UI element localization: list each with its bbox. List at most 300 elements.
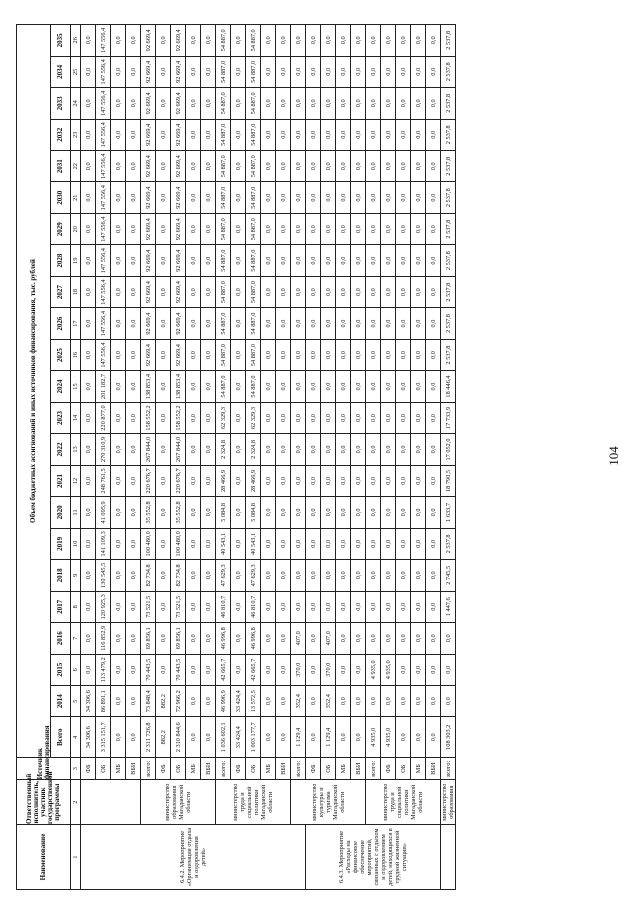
value-cell: 0,0 xyxy=(126,685,141,716)
value-cell: 0,0 xyxy=(201,685,216,716)
value-cell: 1 633,7 xyxy=(441,497,456,528)
value-cell: 0,0 xyxy=(261,119,276,150)
value-cell: 0,0 xyxy=(366,88,381,119)
value-cell: 0,0 xyxy=(111,591,126,622)
column-number: 20 xyxy=(71,213,81,244)
table-row xyxy=(276,25,291,890)
value-cell: 0,0 xyxy=(336,434,351,465)
value-cell: 0,0 xyxy=(381,276,396,307)
header-year: 2027 xyxy=(51,276,71,307)
value-cell: 72 966,2 xyxy=(171,685,186,716)
value-cell: 0,0 xyxy=(351,623,366,654)
value-cell: 120 925,3 xyxy=(96,591,111,622)
value-cell: 0,0 xyxy=(111,497,126,528)
value-cell: 0,0 xyxy=(111,339,126,370)
value-cell: 0,0 xyxy=(111,245,126,276)
value-cell: 0,0 xyxy=(366,434,381,465)
value-cell: 0,0 xyxy=(186,497,201,528)
value-cell: 0,0 xyxy=(201,528,216,559)
value-cell: 0,0 xyxy=(276,56,291,87)
value-cell: 33 424,4 xyxy=(231,717,246,758)
value-cell: 0,0 xyxy=(186,685,201,716)
header-responsible: Ответственный исполнитель, участник государственной программы xyxy=(17,780,71,825)
value-cell: 0,0 xyxy=(291,497,306,528)
value-cell: 0,0 xyxy=(201,151,216,182)
value-cell: 0,0 xyxy=(321,56,336,87)
value-cell: 0,0 xyxy=(126,654,141,685)
value-cell: 116 852,9 xyxy=(96,623,111,654)
header-source: Источник финансирования xyxy=(17,758,71,780)
value-cell: 0,0 xyxy=(231,402,246,433)
value-cell: 0,0 xyxy=(111,151,126,182)
value-cell: 0,0 xyxy=(426,56,441,87)
value-cell: 407,0 xyxy=(291,623,306,654)
value-cell: 0,0 xyxy=(366,685,381,716)
header-year: 2021 xyxy=(51,465,71,496)
value-cell: 0,0 xyxy=(231,119,246,150)
value-cell: 0,0 xyxy=(291,245,306,276)
value-cell: 0,0 xyxy=(81,654,96,685)
table-row xyxy=(321,25,336,890)
value-cell: 0,0 xyxy=(201,56,216,87)
source-cell: ВБИ xyxy=(276,758,291,780)
table-row xyxy=(96,25,111,890)
value-cell: 0,0 xyxy=(441,685,456,716)
header-year: 2015 xyxy=(51,654,71,685)
value-cell: 0,0 xyxy=(81,25,96,57)
value-cell: 0,0 xyxy=(126,371,141,402)
value-cell: 147 556,4 xyxy=(96,25,111,57)
value-cell: 0,0 xyxy=(411,402,426,433)
value-cell: 92 669,4 xyxy=(171,182,186,213)
value-cell: 0,0 xyxy=(81,308,96,339)
value-cell: 0,0 xyxy=(276,213,291,244)
value-cell: 0,0 xyxy=(126,465,141,496)
value-cell: 0,0 xyxy=(336,465,351,496)
value-cell: 0,0 xyxy=(231,528,246,559)
value-cell: 0,0 xyxy=(411,182,426,213)
value-cell: 0,0 xyxy=(111,654,126,685)
value-cell: 0,0 xyxy=(381,402,396,433)
value-cell: 0,0 xyxy=(411,213,426,244)
value-cell: 46 810,7 xyxy=(246,591,261,622)
value-cell: 0,0 xyxy=(81,371,96,402)
value-cell: 54 887,0 xyxy=(246,308,261,339)
column-number: 6 xyxy=(71,654,81,685)
column-number: 3 xyxy=(71,758,81,780)
value-cell: 0,0 xyxy=(291,560,306,591)
value-cell: 0,0 xyxy=(201,276,216,307)
value-cell: 0,0 xyxy=(366,528,381,559)
header-year: 2028 xyxy=(51,245,71,276)
value-cell: 54 887,0 xyxy=(216,339,231,370)
value-cell: 0,0 xyxy=(231,591,246,622)
value-cell: 0,0 xyxy=(381,371,396,402)
value-cell: 0,0 xyxy=(306,56,321,87)
value-cell: 0,0 xyxy=(186,56,201,87)
value-cell: 0,0 xyxy=(201,402,216,433)
value-cell: 0,0 xyxy=(381,308,396,339)
value-cell: 0,0 xyxy=(396,497,411,528)
value-cell: 0,0 xyxy=(426,371,441,402)
value-cell: 0,0 xyxy=(381,339,396,370)
value-cell: 54 887,0 xyxy=(216,56,231,87)
value-cell: 0,0 xyxy=(336,497,351,528)
value-cell: 0,0 xyxy=(186,402,201,433)
value-cell: 0,0 xyxy=(186,25,201,57)
column-number: 2 xyxy=(71,780,81,825)
source-cell: всего: xyxy=(216,758,231,780)
value-cell: 0,0 xyxy=(156,88,171,119)
value-cell: 0,0 xyxy=(426,151,441,182)
value-cell: 0,0 xyxy=(111,434,126,465)
value-cell: 5 084,8 xyxy=(216,497,231,528)
value-cell: 0,0 xyxy=(306,434,321,465)
source-cell: ОБ xyxy=(396,758,411,780)
header-name: Наименование xyxy=(17,825,71,890)
value-cell: 0,0 xyxy=(261,308,276,339)
measure-name-cell: 6.4.3. Мероприятие «Расходы на финансовое обеспечение мероприятий, связанных с отдыхом и оздоровлением детей, находящихся в трудной жизненной ситуации» xyxy=(306,825,441,890)
column-number: 4 xyxy=(71,717,81,758)
value-cell: 2 537,8 xyxy=(441,151,456,182)
value-cell: 0,0 xyxy=(156,528,171,559)
value-cell: 92 669,4 xyxy=(141,119,156,150)
value-cell: 54 887,0 xyxy=(246,213,261,244)
value-cell: 0,0 xyxy=(306,371,321,402)
value-cell: 0,0 xyxy=(186,434,201,465)
value-cell: 28 466,9 xyxy=(216,465,231,496)
value-cell: 0,0 xyxy=(381,88,396,119)
value-cell: 0,0 xyxy=(411,25,426,57)
value-cell: 0,0 xyxy=(126,623,141,654)
value-cell: 0,0 xyxy=(321,434,336,465)
column-number: 12 xyxy=(71,465,81,496)
value-cell: 35 552,8 xyxy=(141,497,156,528)
value-cell: 0,0 xyxy=(351,276,366,307)
value-cell: 92 669,4 xyxy=(171,25,186,57)
value-cell: 0,0 xyxy=(231,465,246,496)
value-cell: 0,0 xyxy=(126,56,141,87)
value-cell: 0,0 xyxy=(321,119,336,150)
value-cell: 0,0 xyxy=(381,182,396,213)
value-cell: 17 733,9 xyxy=(441,402,456,433)
value-cell: 5 084,8 xyxy=(246,497,261,528)
table-row xyxy=(411,25,426,890)
source-cell: ОБ xyxy=(321,758,336,780)
value-cell: 0,0 xyxy=(111,119,126,150)
value-cell: 62 329,3 xyxy=(246,402,261,433)
value-cell: 0,0 xyxy=(231,182,246,213)
header-year: 2025 xyxy=(51,339,71,370)
value-cell: 82 734,8 xyxy=(141,560,156,591)
value-cell: 2 537,8 xyxy=(441,276,456,307)
value-cell: 0,0 xyxy=(126,182,141,213)
value-cell: 0,0 xyxy=(396,465,411,496)
value-cell: 4 935,0 xyxy=(366,654,381,685)
value-cell: 0,0 xyxy=(396,151,411,182)
value-cell: 0,0 xyxy=(276,591,291,622)
value-cell: 0,0 xyxy=(126,245,141,276)
value-cell: 0,0 xyxy=(306,528,321,559)
value-cell: 0,0 xyxy=(336,245,351,276)
value-cell: 92 669,4 xyxy=(141,25,156,57)
header-year: 2029 xyxy=(51,213,71,244)
value-cell: 0,0 xyxy=(381,497,396,528)
source-cell: МБ xyxy=(111,758,126,780)
value-cell: 0,0 xyxy=(381,528,396,559)
source-cell: ВБИ xyxy=(201,758,216,780)
value-cell: 267 844,0 xyxy=(171,434,186,465)
value-cell: 0,0 xyxy=(201,434,216,465)
value-cell: 0,0 xyxy=(111,402,126,433)
value-cell: 0,0 xyxy=(381,560,396,591)
value-cell: 0,0 xyxy=(276,88,291,119)
column-number: 16 xyxy=(71,339,81,370)
value-cell: 147 556,4 xyxy=(96,308,111,339)
value-cell: 0,0 xyxy=(291,182,306,213)
value-cell: 0,0 xyxy=(366,56,381,87)
value-cell: 0,0 xyxy=(111,88,126,119)
value-cell: 0,0 xyxy=(381,591,396,622)
value-cell: 92 669,4 xyxy=(141,245,156,276)
value-cell: 0,0 xyxy=(156,182,171,213)
value-cell: 0,0 xyxy=(366,276,381,307)
value-cell: 0,0 xyxy=(276,560,291,591)
value-cell: 147 556,4 xyxy=(96,276,111,307)
value-cell: 220 676,7 xyxy=(141,465,156,496)
value-cell: 0,0 xyxy=(261,88,276,119)
value-cell: 0,0 xyxy=(441,654,456,685)
header-year: 2026 xyxy=(51,308,71,339)
value-cell: 0,0 xyxy=(336,56,351,87)
value-cell: 0,0 xyxy=(186,88,201,119)
source-cell: ОБ xyxy=(246,758,261,780)
value-cell: 54 887,0 xyxy=(246,339,261,370)
value-cell: 0,0 xyxy=(261,339,276,370)
value-cell: 0,0 xyxy=(291,151,306,182)
value-cell: 0,0 xyxy=(321,151,336,182)
value-cell: 92 669,4 xyxy=(141,182,156,213)
value-cell: 0,0 xyxy=(321,339,336,370)
value-cell: 54 887,0 xyxy=(216,151,231,182)
value-cell: 0,0 xyxy=(396,717,411,758)
value-cell: 0,0 xyxy=(426,182,441,213)
column-number: 8 xyxy=(71,591,81,622)
value-cell: 0,0 xyxy=(411,245,426,276)
value-cell: 220 676,7 xyxy=(171,465,186,496)
value-cell: 0,0 xyxy=(426,717,441,758)
value-cell: 158 552,2 xyxy=(141,402,156,433)
value-cell: 92 669,4 xyxy=(171,339,186,370)
value-cell: 0,0 xyxy=(201,654,216,685)
value-cell: 407,0 xyxy=(321,623,336,654)
value-cell: 0,0 xyxy=(126,276,141,307)
value-cell: 0,0 xyxy=(426,88,441,119)
value-cell: 0,0 xyxy=(186,182,201,213)
value-cell: 158 552,2 xyxy=(171,402,186,433)
value-cell: 47 629,3 xyxy=(246,560,261,591)
value-cell: 0,0 xyxy=(321,465,336,496)
value-cell: 0,0 xyxy=(321,88,336,119)
value-cell: 46 996,8 xyxy=(216,623,231,654)
value-cell: 0,0 xyxy=(366,465,381,496)
value-cell: 92 669,4 xyxy=(141,339,156,370)
value-cell: 370,0 xyxy=(291,654,306,685)
value-cell: 0,0 xyxy=(396,434,411,465)
value-cell: 0,0 xyxy=(321,371,336,402)
value-cell: 0,0 xyxy=(231,276,246,307)
value-cell: 0,0 xyxy=(126,402,141,433)
table-row xyxy=(291,25,306,890)
value-cell: 54 887,0 xyxy=(216,213,231,244)
value-cell: 92 669,4 xyxy=(171,119,186,150)
table-header xyxy=(17,25,81,890)
value-cell: 0,0 xyxy=(186,276,201,307)
value-cell: 0,0 xyxy=(81,591,96,622)
value-cell: 0,0 xyxy=(426,623,441,654)
value-cell: 147 556,4 xyxy=(96,213,111,244)
value-cell: 0,0 xyxy=(291,25,306,57)
value-cell: 0,0 xyxy=(306,717,321,758)
value-cell: 35 552,8 xyxy=(171,497,186,528)
value-cell: 0,0 xyxy=(396,371,411,402)
header-year: 2024 xyxy=(51,371,71,402)
value-cell: 0,0 xyxy=(261,591,276,622)
responsible-cell: министерство труда и социальной политики Магаданской области xyxy=(216,780,291,825)
value-cell: 0,0 xyxy=(411,434,426,465)
value-cell: 0,0 xyxy=(111,25,126,57)
source-cell: ОБ xyxy=(96,758,111,780)
value-cell: 46 810,7 xyxy=(216,591,231,622)
value-cell: 0,0 xyxy=(411,308,426,339)
value-cell: 0,0 xyxy=(306,591,321,622)
value-cell: 0,0 xyxy=(336,717,351,758)
value-cell: 0,0 xyxy=(186,465,201,496)
value-cell: 92 669,4 xyxy=(141,56,156,87)
value-cell: 54 887,0 xyxy=(246,119,261,150)
value-cell: 0,0 xyxy=(336,151,351,182)
value-cell: 138 853,4 xyxy=(141,371,156,402)
value-cell: 0,0 xyxy=(126,151,141,182)
value-cell: 370,0 xyxy=(321,654,336,685)
value-cell: 0,0 xyxy=(336,402,351,433)
value-cell: 882,2 xyxy=(156,685,171,716)
value-cell: 0,0 xyxy=(111,371,126,402)
value-cell: 0,0 xyxy=(81,465,96,496)
value-cell: 0,0 xyxy=(366,25,381,57)
value-cell: 0,0 xyxy=(306,119,321,150)
value-cell: 2 311 726,8 xyxy=(141,717,156,758)
value-cell: 0,0 xyxy=(426,591,441,622)
value-cell: 0,0 xyxy=(396,25,411,57)
value-cell: 2 745,5 xyxy=(441,560,456,591)
value-cell: 0,0 xyxy=(366,308,381,339)
column-number: 10 xyxy=(71,528,81,559)
value-cell: 0,0 xyxy=(366,623,381,654)
table-row xyxy=(231,25,246,890)
value-cell: 0,0 xyxy=(156,245,171,276)
value-cell: 0,0 xyxy=(396,685,411,716)
source-cell: МБ xyxy=(261,758,276,780)
value-cell: 0,0 xyxy=(201,182,216,213)
source-cell: МБ xyxy=(336,758,351,780)
value-cell: 0,0 xyxy=(426,308,441,339)
value-cell: 0,0 xyxy=(111,623,126,654)
value-cell: 0,0 xyxy=(156,654,171,685)
value-cell: 4 935,0 xyxy=(366,717,381,758)
table-body xyxy=(81,25,456,890)
value-cell: 54 887,0 xyxy=(246,25,261,57)
value-cell: 86 891,1 xyxy=(96,685,111,716)
value-cell: 0,0 xyxy=(231,308,246,339)
value-cell: 0,0 xyxy=(426,434,441,465)
value-cell: 69 856,1 xyxy=(141,623,156,654)
value-cell: 0,0 xyxy=(396,56,411,87)
value-cell: 0,0 xyxy=(201,623,216,654)
table-row xyxy=(351,25,366,890)
value-cell: 0,0 xyxy=(351,560,366,591)
value-cell: 0,0 xyxy=(126,339,141,370)
value-cell: 18 446,4 xyxy=(441,371,456,402)
value-cell: 0,0 xyxy=(156,591,171,622)
header-year: 2023 xyxy=(51,402,71,433)
source-cell: всего: xyxy=(141,758,156,780)
value-cell: 0,0 xyxy=(201,717,216,758)
value-cell: 0,0 xyxy=(231,497,246,528)
value-cell: 0,0 xyxy=(156,213,171,244)
value-cell: 0,0 xyxy=(411,560,426,591)
source-cell: ВБИ xyxy=(351,758,366,780)
value-cell: 0,0 xyxy=(411,339,426,370)
value-cell: 0,0 xyxy=(411,119,426,150)
value-cell: 0,0 xyxy=(111,56,126,87)
value-cell: 352,4 xyxy=(291,685,306,716)
value-cell: 267 844,0 xyxy=(141,434,156,465)
value-cell: 0,0 xyxy=(111,528,126,559)
value-cell: 0,0 xyxy=(261,56,276,87)
value-cell: 0,0 xyxy=(81,88,96,119)
value-cell: 0,0 xyxy=(261,623,276,654)
value-cell: 0,0 xyxy=(201,119,216,150)
value-cell: 0,0 xyxy=(351,25,366,57)
value-cell: 92 669,4 xyxy=(171,276,186,307)
value-cell: 0,0 xyxy=(366,371,381,402)
value-cell: 0,0 xyxy=(321,182,336,213)
value-cell: 2 537,8 xyxy=(441,308,456,339)
value-cell: 0,0 xyxy=(306,685,321,716)
value-cell: 0,0 xyxy=(351,308,366,339)
value-cell: 220 877,0 xyxy=(96,402,111,433)
value-cell: 3 315 151,7 xyxy=(96,717,111,758)
value-cell: 0,0 xyxy=(276,339,291,370)
value-cell: 0,0 xyxy=(156,402,171,433)
value-cell: 0,0 xyxy=(396,213,411,244)
value-cell: 0,0 xyxy=(396,119,411,150)
value-cell: 0,0 xyxy=(81,56,96,87)
value-cell: 92 669,4 xyxy=(141,151,156,182)
value-cell: 0,0 xyxy=(336,88,351,119)
measure-name-cell xyxy=(441,825,456,890)
value-cell: 0,0 xyxy=(336,25,351,57)
value-cell: 0,0 xyxy=(201,591,216,622)
value-cell: 0,0 xyxy=(321,497,336,528)
source-cell: ФБ xyxy=(381,758,396,780)
value-cell: 0,0 xyxy=(261,276,276,307)
value-cell: 0,0 xyxy=(381,119,396,150)
value-cell: 0,0 xyxy=(231,213,246,244)
value-cell: 0,0 xyxy=(336,654,351,685)
value-cell: 0,0 xyxy=(276,245,291,276)
